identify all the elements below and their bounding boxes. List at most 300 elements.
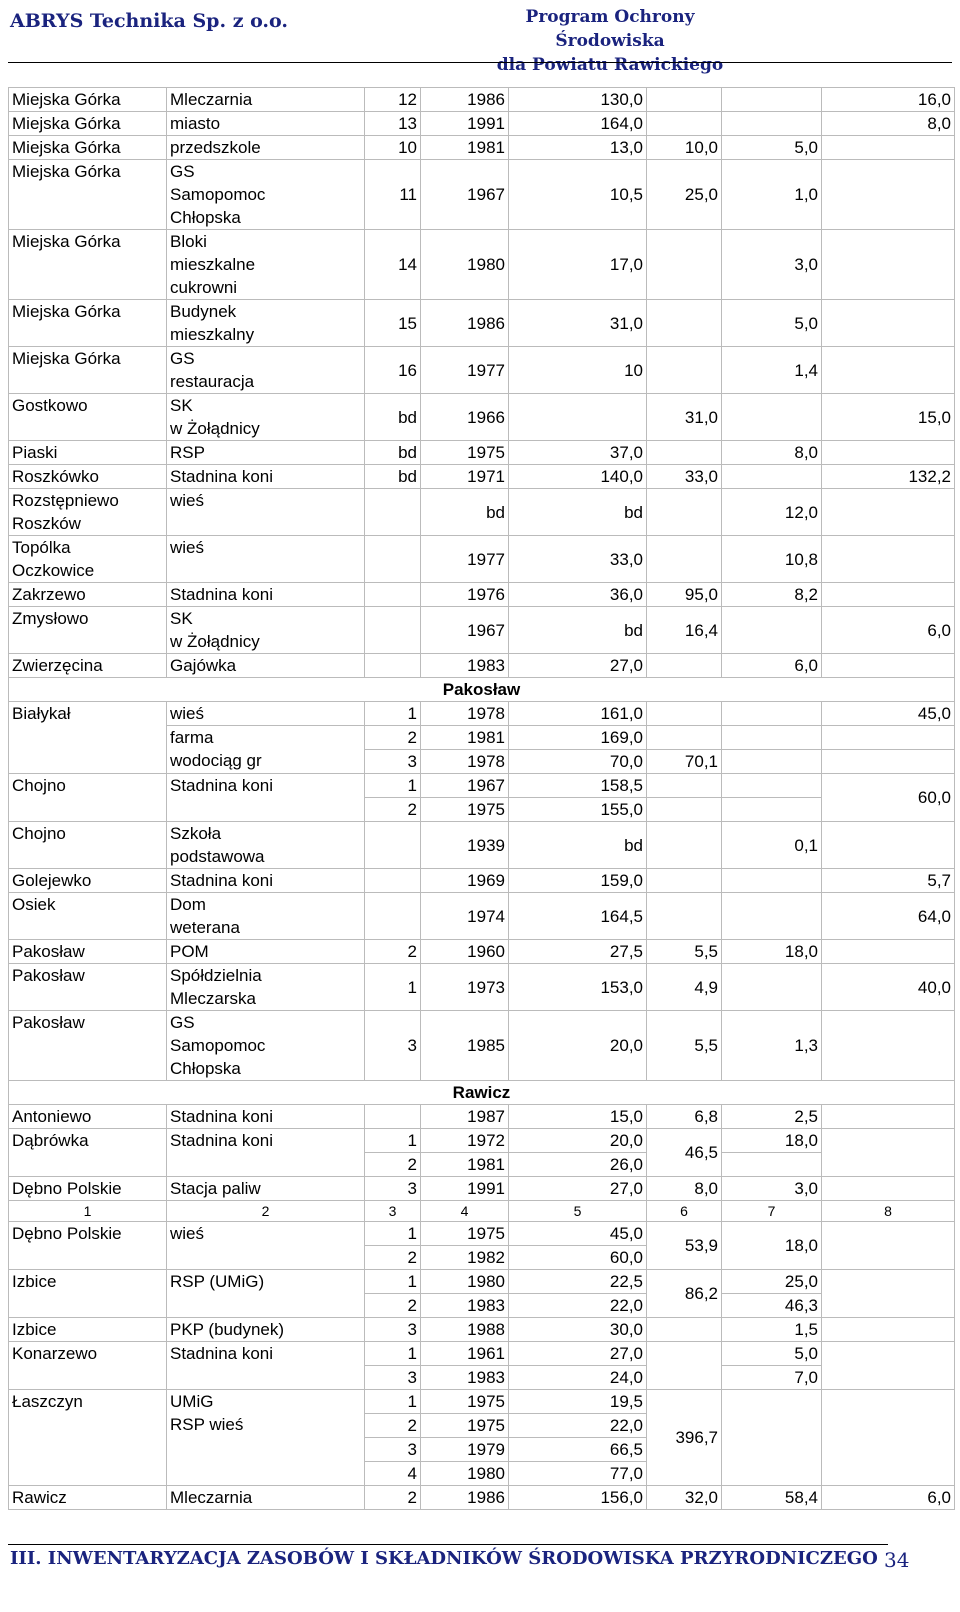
table-cell: 2 xyxy=(365,726,421,750)
table-cell: 70,0 xyxy=(509,750,647,774)
table-cell: 1,0 xyxy=(722,160,822,230)
table-cell: Szkoła podstawowa xyxy=(167,822,365,869)
table-cell: 5,0 xyxy=(722,300,822,347)
table-cell: 2 xyxy=(365,1486,421,1510)
table-cell: 1980 xyxy=(421,1270,509,1294)
table-cell: 2,5 xyxy=(722,1105,822,1129)
table-cell: 6,0 xyxy=(822,607,955,654)
table-cell: 5,5 xyxy=(647,940,722,964)
table-cell: Rozstępniewo Roszków xyxy=(9,489,167,536)
table-cell: 27,0 xyxy=(509,1177,647,1201)
table-cell: 1 xyxy=(365,1390,421,1414)
table-cell: 14 xyxy=(365,230,421,300)
table-cell: 10,5 xyxy=(509,160,647,230)
table-cell: 130,0 xyxy=(509,88,647,112)
table-cell xyxy=(822,654,955,678)
table-cell: bd xyxy=(509,489,647,536)
table-cell: POM xyxy=(167,940,365,964)
table-cell xyxy=(722,465,822,489)
table-cell: Miejska Górka xyxy=(9,136,167,160)
table-cell: 169,0 xyxy=(509,726,647,750)
table-cell: 158,5 xyxy=(509,774,647,798)
data-table xyxy=(8,87,955,1510)
table-cell: 60,0 xyxy=(822,774,955,822)
table-cell xyxy=(822,1177,955,1201)
table-cell: 1,4 xyxy=(722,347,822,394)
table-row xyxy=(9,347,955,394)
table-row xyxy=(9,112,955,136)
table-cell: 1 xyxy=(365,1222,421,1246)
table-cell: 5,0 xyxy=(722,136,822,160)
table-cell: Miejska Górka xyxy=(9,112,167,136)
table-row xyxy=(9,1177,955,1201)
table-cell: 1975 xyxy=(421,1390,509,1414)
table-cell xyxy=(822,1105,955,1129)
table-cell: 1991 xyxy=(421,1177,509,1201)
table-cell: 2 xyxy=(365,940,421,964)
table-cell: Pakosław xyxy=(9,678,955,702)
table-cell xyxy=(365,822,421,869)
table-cell xyxy=(722,88,822,112)
table-cell: 13 xyxy=(365,112,421,136)
table-cell: 70,1 xyxy=(647,750,722,774)
table-cell: 1969 xyxy=(421,869,509,893)
table-cell: 45,0 xyxy=(509,1222,647,1246)
table-cell: 1980 xyxy=(421,230,509,300)
table-cell: 27,5 xyxy=(509,940,647,964)
table-cell: bd xyxy=(365,394,421,441)
table-cell: bd xyxy=(365,465,421,489)
table-cell: 6,0 xyxy=(822,1486,955,1510)
table-row xyxy=(9,1201,955,1222)
table-cell: przedszkole xyxy=(167,136,365,160)
table-cell: 159,0 xyxy=(509,869,647,893)
table-cell xyxy=(822,1222,955,1270)
table-row xyxy=(9,1129,955,1153)
table-row xyxy=(9,536,955,583)
table-cell: GS Samopomoc Chłopska xyxy=(167,1011,365,1081)
table-cell: Rawicz xyxy=(9,1486,167,1510)
table-cell: 3 xyxy=(365,750,421,774)
table-cell: 3 xyxy=(365,1366,421,1390)
table-cell xyxy=(822,489,955,536)
table-cell: 1 xyxy=(365,1342,421,1366)
table-cell: 1977 xyxy=(421,347,509,394)
table-cell: Antoniewo xyxy=(9,1105,167,1129)
table-cell: 8 xyxy=(822,1201,955,1222)
table-cell: 5,5 xyxy=(647,1011,722,1081)
table-cell: 19,5 xyxy=(509,1390,647,1414)
table-cell: 17,0 xyxy=(509,230,647,300)
table-cell: wieś xyxy=(167,536,365,583)
table-cell: 53,9 xyxy=(647,1222,722,1270)
table-cell: 11 xyxy=(365,160,421,230)
table-cell xyxy=(822,136,955,160)
table-cell: bd xyxy=(509,607,647,654)
table-cell xyxy=(647,1318,722,1342)
table-cell: 1,3 xyxy=(722,1011,822,1081)
table-cell: 161,0 xyxy=(509,702,647,726)
table-cell: Stadnina koni xyxy=(167,869,365,893)
table-cell xyxy=(365,869,421,893)
table-row xyxy=(9,583,955,607)
table-cell xyxy=(647,489,722,536)
table-cell: Stadnina koni xyxy=(167,774,365,822)
table-cell xyxy=(722,1390,822,1486)
table-row xyxy=(9,1081,955,1105)
table-row xyxy=(9,822,955,869)
table-cell xyxy=(647,112,722,136)
table-cell: 66,5 xyxy=(509,1438,647,1462)
table-cell: 6,8 xyxy=(647,1105,722,1129)
table-cell: 2 xyxy=(365,1294,421,1318)
table-cell: 4 xyxy=(365,1462,421,1486)
table-cell: 155,0 xyxy=(509,798,647,822)
table-cell xyxy=(722,893,822,940)
table-cell xyxy=(722,702,822,726)
table-cell: 22,0 xyxy=(509,1294,647,1318)
table-cell: wieś xyxy=(167,489,365,536)
table-cell: 1975 xyxy=(421,1414,509,1438)
table-cell: 132,2 xyxy=(822,465,955,489)
table-cell: 1973 xyxy=(421,964,509,1011)
table-cell: 2 xyxy=(365,1153,421,1177)
table-cell xyxy=(822,1390,955,1486)
table-cell: 1983 xyxy=(421,654,509,678)
table-cell: bd xyxy=(421,489,509,536)
table-cell: 33,0 xyxy=(509,536,647,583)
table-cell xyxy=(647,654,722,678)
table-cell: 1961 xyxy=(421,1342,509,1366)
table-cell: 140,0 xyxy=(509,465,647,489)
table-cell xyxy=(647,822,722,869)
table-cell xyxy=(822,347,955,394)
table-cell: 5 xyxy=(509,1201,647,1222)
table-cell: 1985 xyxy=(421,1011,509,1081)
table-cell: 45,0 xyxy=(822,702,955,726)
table-cell: Dąbrówka xyxy=(9,1129,167,1177)
table-row xyxy=(9,607,955,654)
table-cell xyxy=(722,726,822,750)
table-row xyxy=(9,136,955,160)
table-cell: miasto xyxy=(167,112,365,136)
table-cell: Stadnina koni xyxy=(167,1105,365,1129)
table-cell: 27,0 xyxy=(509,1342,647,1366)
table-cell xyxy=(722,1153,822,1177)
table-cell: Chojno xyxy=(9,822,167,869)
table-cell xyxy=(822,1129,955,1177)
table-cell: 25,0 xyxy=(722,1270,822,1294)
table-cell: Pakosław xyxy=(9,964,167,1011)
table-cell: Miejska Górka xyxy=(9,347,167,394)
table-cell xyxy=(647,774,722,798)
table-cell: 3,0 xyxy=(722,1177,822,1201)
table-cell: Miejska Górka xyxy=(9,230,167,300)
table-cell: 40,0 xyxy=(822,964,955,1011)
table-cell: 1979 xyxy=(421,1438,509,1462)
table-cell: 1981 xyxy=(421,726,509,750)
table-cell xyxy=(822,726,955,750)
table-cell: 1971 xyxy=(421,465,509,489)
table-cell xyxy=(647,869,722,893)
table-cell xyxy=(822,536,955,583)
table-row xyxy=(9,1011,955,1081)
table-cell: wieś xyxy=(167,1222,365,1270)
table-cell xyxy=(822,300,955,347)
table-cell: 86,2 xyxy=(647,1270,722,1318)
table-cell: 3 xyxy=(365,1318,421,1342)
table-cell: 2 xyxy=(365,1414,421,1438)
table-cell: 1 xyxy=(9,1201,167,1222)
table-cell xyxy=(365,607,421,654)
table-row xyxy=(9,678,955,702)
table-cell xyxy=(822,1270,955,1318)
table-cell: 4 xyxy=(421,1201,509,1222)
table-cell: 1967 xyxy=(421,160,509,230)
table-cell: Dębno Polskie xyxy=(9,1177,167,1201)
table-cell: PKP (budynek) xyxy=(167,1318,365,1342)
table-cell xyxy=(647,893,722,940)
table-cell xyxy=(647,441,722,465)
table-cell: 15 xyxy=(365,300,421,347)
footer-chapter: III. INWENTARYZACJA ZASOBÓW I SKŁADNIKÓW ŚRODOWISKA PRZYRODNICZEGO xyxy=(10,1548,878,1569)
table-cell: 1986 xyxy=(421,1486,509,1510)
table-cell: 5,7 xyxy=(822,869,955,893)
program-title-line2: dla Powiatu Rawickiego xyxy=(496,55,724,75)
table-row xyxy=(9,1105,955,1129)
table-cell: 1983 xyxy=(421,1366,509,1390)
table-cell xyxy=(722,112,822,136)
table-cell: 1960 xyxy=(421,940,509,964)
table-row xyxy=(9,300,955,347)
table-cell: 1967 xyxy=(421,607,509,654)
table-cell: 77,0 xyxy=(509,1462,647,1486)
table-row xyxy=(9,654,955,678)
table-cell: Gostkowo xyxy=(9,394,167,441)
table-cell: Budynek mieszkalny xyxy=(167,300,365,347)
table-cell xyxy=(365,1105,421,1129)
table-cell: 1972 xyxy=(421,1129,509,1153)
table-cell: Rawicz xyxy=(9,1081,955,1105)
header-rule xyxy=(8,62,952,63)
table-cell xyxy=(822,160,955,230)
table-cell: 164,5 xyxy=(509,893,647,940)
table-cell: Dębno Polskie xyxy=(9,1222,167,1270)
table-row xyxy=(9,940,955,964)
table-cell: Dom weterana xyxy=(167,893,365,940)
table-row xyxy=(9,88,955,112)
table-cell xyxy=(822,1318,955,1342)
table-cell: Chojno xyxy=(9,774,167,822)
table-row xyxy=(9,1342,955,1366)
table-cell xyxy=(647,726,722,750)
table-cell: 64,0 xyxy=(822,893,955,940)
table-row xyxy=(9,489,955,536)
table-cell: 7,0 xyxy=(722,1366,822,1390)
table-cell: Stadnina koni xyxy=(167,1342,365,1390)
table-cell xyxy=(647,230,722,300)
table-cell: Mleczarnia xyxy=(167,88,365,112)
table-cell: Izbice xyxy=(9,1318,167,1342)
table-cell: 8,0 xyxy=(647,1177,722,1201)
table-cell: 4,9 xyxy=(647,964,722,1011)
table-cell: Łaszczyn xyxy=(9,1390,167,1486)
table-cell xyxy=(647,798,722,822)
table-cell: Mleczarnia xyxy=(167,1486,365,1510)
table-cell: wieś xyxy=(167,702,365,726)
table-cell: bd xyxy=(509,822,647,869)
table-cell: 156,0 xyxy=(509,1486,647,1510)
table-cell: Miejska Górka xyxy=(9,160,167,230)
table-cell: 5,0 xyxy=(722,1342,822,1366)
table-cell xyxy=(722,964,822,1011)
table-cell: 22,0 xyxy=(509,1414,647,1438)
table-cell: 1978 xyxy=(421,702,509,726)
table-cell: Piaski xyxy=(9,441,167,465)
table-cell: 22,5 xyxy=(509,1270,647,1294)
table-cell: 15,0 xyxy=(822,394,955,441)
table-cell: 1980 xyxy=(421,1462,509,1486)
table-cell: 37,0 xyxy=(509,441,647,465)
table-cell: 95,0 xyxy=(647,583,722,607)
table-cell: 1,5 xyxy=(722,1318,822,1342)
table-row xyxy=(9,1270,955,1294)
table-cell: RSP (UMiG) xyxy=(167,1270,365,1318)
table-cell: 1982 xyxy=(421,1246,509,1270)
table-cell xyxy=(365,893,421,940)
table-cell xyxy=(509,394,647,441)
table-cell: Stadnina koni xyxy=(167,1129,365,1177)
table-cell: 1986 xyxy=(421,300,509,347)
table-cell: 3 xyxy=(365,1011,421,1081)
table-cell: 1983 xyxy=(421,1294,509,1318)
table-cell xyxy=(822,230,955,300)
table-cell: 1975 xyxy=(421,441,509,465)
table-cell: 15,0 xyxy=(509,1105,647,1129)
table-cell: 2 xyxy=(365,1246,421,1270)
table-cell: 46,3 xyxy=(722,1294,822,1318)
table-cell xyxy=(822,583,955,607)
table-cell xyxy=(365,489,421,536)
table-cell: SK w Żołądnicy xyxy=(167,607,365,654)
table-cell: Bloki mieszkalne cukrowni xyxy=(167,230,365,300)
table-cell: 1 xyxy=(365,702,421,726)
table-cell: 16 xyxy=(365,347,421,394)
table-cell: 1975 xyxy=(421,1222,509,1246)
table-cell xyxy=(822,940,955,964)
table-cell: 0,1 xyxy=(722,822,822,869)
table-cell xyxy=(722,750,822,774)
table-cell: Stacja paliw xyxy=(167,1177,365,1201)
table-cell: 1981 xyxy=(421,136,509,160)
table-cell: farma wodociąg gr xyxy=(167,726,365,774)
table-cell xyxy=(722,798,822,822)
table-cell: 20,0 xyxy=(509,1129,647,1153)
table-cell: 1 xyxy=(365,1270,421,1294)
table-cell xyxy=(722,394,822,441)
table-cell: Topólka Oczkowice xyxy=(9,536,167,583)
table-cell: Pakosław xyxy=(9,940,167,964)
page-number: 34 xyxy=(884,1548,910,1572)
company-name: ABRYS Technika Sp. z o.o. xyxy=(10,10,289,32)
table-cell: SK w Żołądnicy xyxy=(167,394,365,441)
table-row xyxy=(9,160,955,230)
table-cell: 6,0 xyxy=(722,654,822,678)
table-cell xyxy=(822,822,955,869)
table-cell: 18,0 xyxy=(722,1129,822,1153)
table-cell: 1 xyxy=(365,774,421,798)
table-cell: 18,0 xyxy=(722,1222,822,1270)
table-cell xyxy=(822,441,955,465)
program-title xyxy=(470,5,750,77)
table-cell xyxy=(647,1342,722,1390)
table-row xyxy=(9,964,955,1011)
table-cell: 1975 xyxy=(421,798,509,822)
table-cell: 36,0 xyxy=(509,583,647,607)
table-row xyxy=(9,702,955,726)
table-cell: 30,0 xyxy=(509,1318,647,1342)
table-cell: 3 xyxy=(365,1177,421,1201)
table-cell xyxy=(822,1342,955,1390)
table-cell: Golejewko xyxy=(9,869,167,893)
table-cell: 26,0 xyxy=(509,1153,647,1177)
table-cell: 153,0 xyxy=(509,964,647,1011)
table-cell: 16,0 xyxy=(822,88,955,112)
table-cell: 1 xyxy=(365,964,421,1011)
table-cell xyxy=(822,1011,955,1081)
table-cell: 164,0 xyxy=(509,112,647,136)
table-cell: 1967 xyxy=(421,774,509,798)
table-cell: 10,0 xyxy=(647,136,722,160)
table-cell: 32,0 xyxy=(647,1486,722,1510)
table-cell: Osiek xyxy=(9,893,167,940)
table-cell: Stadnina koni xyxy=(167,465,365,489)
table-cell: 1986 xyxy=(421,88,509,112)
table-row xyxy=(9,869,955,893)
table-cell: 60,0 xyxy=(509,1246,647,1270)
table-cell: 2 xyxy=(167,1201,365,1222)
table-cell: 46,5 xyxy=(647,1129,722,1177)
table-cell: 1966 xyxy=(421,394,509,441)
table-cell: 3 xyxy=(365,1201,421,1222)
table-cell: 1939 xyxy=(421,822,509,869)
table-cell: GS restauracja xyxy=(167,347,365,394)
table-cell: 10 xyxy=(365,136,421,160)
table-cell: 10,8 xyxy=(722,536,822,583)
table-row xyxy=(9,465,955,489)
table-cell: bd xyxy=(365,441,421,465)
table-cell: Miejska Górka xyxy=(9,88,167,112)
table-cell xyxy=(722,869,822,893)
table-row xyxy=(9,230,955,300)
table-cell: 33,0 xyxy=(647,465,722,489)
table-cell: Pakosław xyxy=(9,1011,167,1081)
table-cell: 1 xyxy=(365,1129,421,1153)
table-cell: UMiG RSP wieś xyxy=(167,1390,365,1486)
table-cell: 1977 xyxy=(421,536,509,583)
table-cell: 2 xyxy=(365,798,421,822)
table-cell: Izbice xyxy=(9,1270,167,1318)
table-cell: 1987 xyxy=(421,1105,509,1129)
table-cell: 31,0 xyxy=(647,394,722,441)
program-title-line1: Program Ochrony Środowiska xyxy=(525,7,695,51)
table-cell xyxy=(647,300,722,347)
table-row xyxy=(9,774,955,798)
table-cell: 396,7 xyxy=(647,1390,722,1486)
table-cell: 12,0 xyxy=(722,489,822,536)
table-cell: 1988 xyxy=(421,1318,509,1342)
table-row xyxy=(9,1390,955,1414)
